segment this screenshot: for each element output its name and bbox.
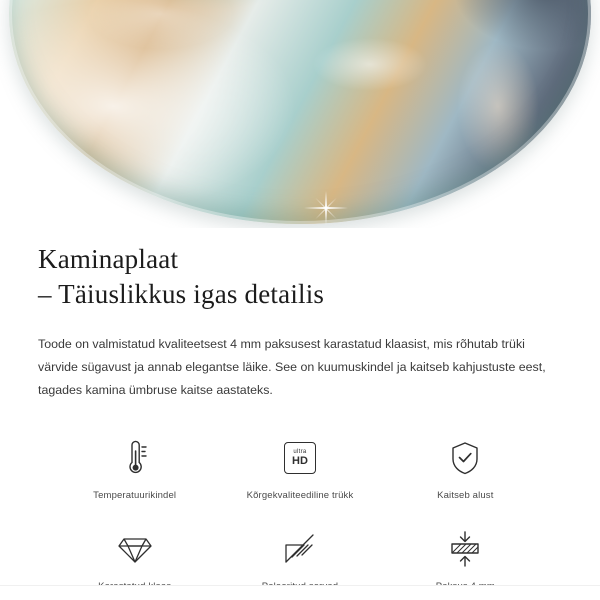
feature-item-temperature <box>52 436 217 501</box>
bottom-divider <box>0 585 600 600</box>
hero-image <box>0 0 600 228</box>
shield-check-icon <box>448 436 482 480</box>
feature-item-thickness <box>383 527 548 592</box>
page-title <box>38 242 562 311</box>
feature-label: Kaitseb alust <box>437 489 494 501</box>
page-title-line-1: Kaminaplaat <box>38 244 179 274</box>
ultra-hd-badge-bottom: HD <box>292 454 308 467</box>
fireplace-plate-image <box>9 0 591 224</box>
feature-item-print-quality <box>217 436 382 501</box>
thermometer-icon <box>118 436 152 480</box>
feature-item-polished-edges <box>217 527 382 592</box>
diamond-icon <box>117 527 153 571</box>
polished-edges-icon <box>283 527 317 571</box>
content-block <box>0 228 600 592</box>
feature-item-tempered-glass <box>52 527 217 592</box>
feature-item-protects-base <box>383 436 548 501</box>
ultra-hd-badge-top: ultra <box>293 448 307 455</box>
product-description: Toode on valmistatud kvaliteetsest 4 mm paksusest karastatud klaasist, mis rõhutab trüki värvide sügavust ja annab elegantse läike. See on kuumuskindel ja kaitseb kahjustuste eest, tagades kamina ümbruse kaitse aastateks. <box>38 337 546 397</box>
thickness-arrows-icon <box>447 527 483 571</box>
feature-label: Temperatuurikindel <box>93 489 177 501</box>
feature-grid <box>38 436 562 592</box>
page-title-line-2: – Täiuslikkus igas detailis <box>38 278 325 309</box>
ultra-hd-icon <box>284 436 316 480</box>
feature-label: Kõrgekvaliteediline trükk <box>246 489 354 501</box>
